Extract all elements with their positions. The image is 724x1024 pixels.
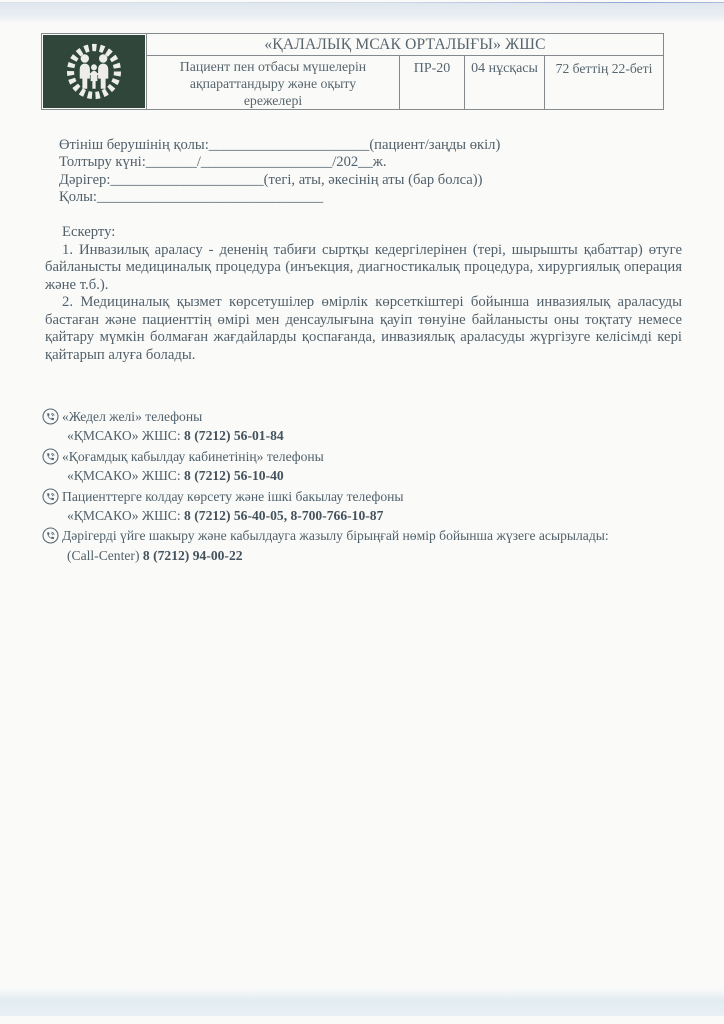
notes-title: Ескерту: bbox=[62, 224, 116, 240]
phone-number-line bbox=[62, 426, 672, 445]
form-line-fill-date: Толтыру күні:_______/__________________/202__ж. bbox=[59, 154, 387, 171]
phone-item-call-center bbox=[42, 526, 672, 565]
document-code: ПР-20 bbox=[399, 56, 464, 109]
phone-item-patient-support bbox=[42, 487, 672, 526]
phone-call-icon bbox=[42, 448, 59, 465]
phone-directory bbox=[42, 407, 672, 566]
signature-form bbox=[59, 137, 659, 207]
phone-number-line bbox=[62, 466, 672, 485]
note-paragraph-1: 1. Инвазилық араласу - дененің табиғи сыртқы кедергілерінен (тері, шырышты қабаттар) өтуге байланысты медициналық процедура (инъекция, диагностикалық процедура, хирургиялық операция және т.б.). bbox=[45, 241, 682, 293]
logo-cell bbox=[42, 34, 147, 109]
document-name: Пациент пен отбасы мүшелерін ақпараттандыру және оқыту ережелері bbox=[179, 59, 367, 108]
note-paragraph-2: 2. Медициналық қызмет көрсетушілер өмірлік көрсеткіштері бойынша инвазиялық араласуды бастаған және пациенттің өмірі мен денсаулығына қауіп төнуіне байланысты оны тоқтату немесе қайтару мүмкін болмаған жағдайларды қоспағанда, инвазиялық араласуды жүргізуге келісімді кері қайтарып алуға болады. bbox=[45, 294, 682, 363]
phone-org: «ҚМСАКО» ЖШС: bbox=[67, 508, 185, 524]
scan-edge-band-top bbox=[0, 3, 724, 24]
phone-label: Пациенттерге колдау көрсету және ішкі бакылау телефоны bbox=[62, 488, 404, 504]
phone-label: Дәрігерді үйге шакыру және кабылдауга жазылу бірыңғай нөмір бойынша жүзеге асырылады: bbox=[62, 528, 609, 544]
form-line-applicant-signature: Өтініш берушінің қолы:______________________(пациент/заңды өкіл) bbox=[59, 137, 501, 153]
organization-title: «ҚАЛАЛЫҚ МСАК ОРТАЛЫҒЫ» ЖШС bbox=[147, 34, 663, 56]
phone-number: 8 (7212) 94-00-22 bbox=[142, 547, 243, 563]
form-line-doctor: Дәрігер:_____________________(тегі, аты, әкесінің аты (бар болса)) bbox=[59, 171, 483, 188]
document-page-info: 72 беттің 22-беті bbox=[544, 56, 663, 109]
phone-org: «ҚМСАКО» ЖШС: bbox=[67, 428, 185, 444]
document-header-table bbox=[41, 33, 664, 110]
form-line-signature: Қолы:_______________________________ bbox=[59, 189, 324, 206]
phone-call-icon bbox=[42, 408, 59, 425]
phone-call-icon bbox=[42, 488, 59, 505]
phone-org: (Call-Center) bbox=[67, 547, 143, 563]
phone-label: «Қоғамдық кабылдау кабинетінің» телефоны bbox=[62, 448, 324, 464]
phone-number: 8 (7212) 56-40-05, 8-700-766-10-87 bbox=[184, 508, 384, 524]
phone-call-icon bbox=[42, 527, 59, 544]
document-version: 04 нұсқасы bbox=[464, 56, 544, 109]
phone-org: «ҚМСАКО» ЖШС: bbox=[67, 468, 185, 484]
family-emblem-logo bbox=[43, 35, 145, 108]
phone-item-hotline bbox=[42, 407, 672, 446]
phone-number-line bbox=[62, 506, 672, 525]
phone-item-public-reception bbox=[42, 447, 672, 486]
phone-label: «Жедел желі» телефоны bbox=[62, 409, 203, 424]
phone-number: 8 (7212) 56-01-84 bbox=[184, 428, 284, 444]
phone-number-line bbox=[62, 546, 672, 565]
notes-section bbox=[45, 224, 682, 364]
scan-edge-band-bottom bbox=[0, 988, 724, 1016]
phone-number: 8 (7212) 56-10-40 bbox=[184, 468, 284, 484]
